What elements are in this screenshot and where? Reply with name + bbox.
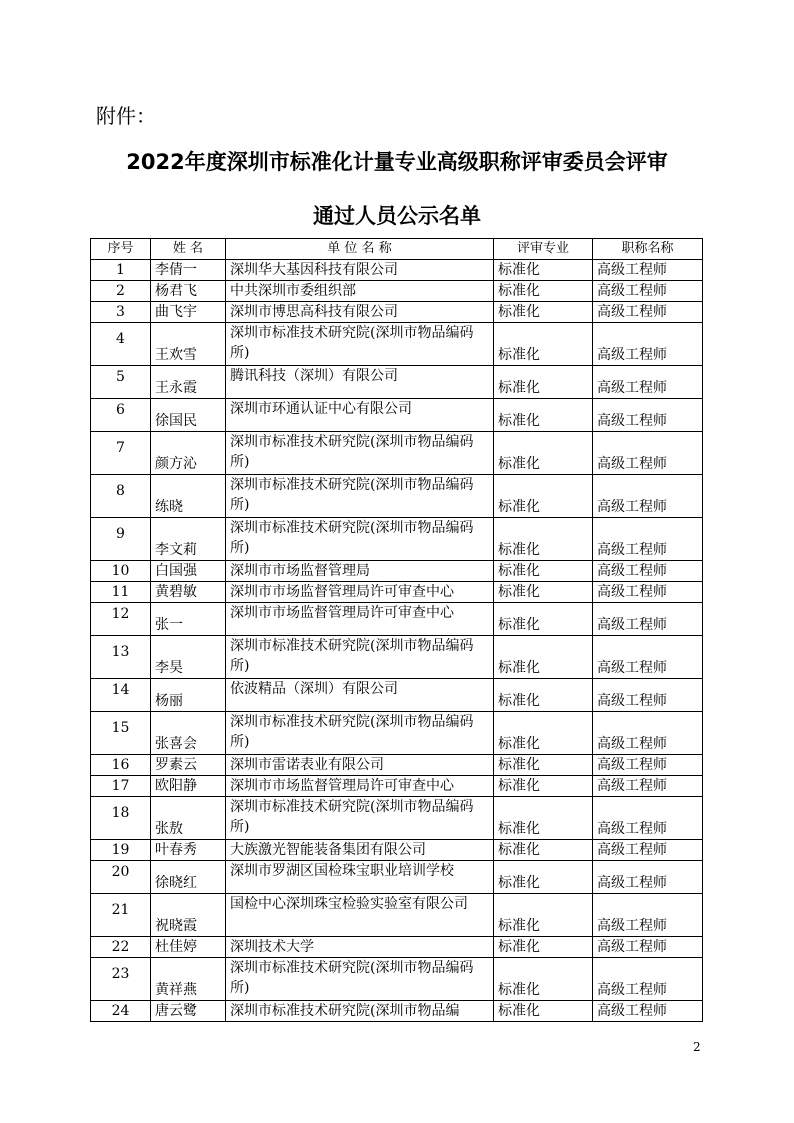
row-title: 高级工程师	[593, 861, 703, 894]
row-title: 高级工程师	[593, 894, 703, 937]
row-unit: 深圳市市场监督管理局许可审查中心	[226, 776, 494, 797]
row-number: 19	[91, 840, 151, 861]
row-name: 王永霞	[151, 366, 226, 399]
row-major: 标准化	[494, 776, 593, 797]
row-major: 标准化	[494, 323, 593, 366]
table-row	[91, 636, 703, 679]
table-row	[91, 561, 703, 582]
table-row	[91, 323, 703, 366]
table-row	[91, 518, 703, 561]
row-number	[91, 894, 151, 937]
row-number	[91, 958, 151, 1001]
row-name: 张一	[151, 603, 226, 636]
row-major: 标准化	[494, 958, 593, 1001]
row-major: 标准化	[494, 302, 593, 323]
row-title: 高级工程师	[593, 366, 703, 399]
row-unit: 中共深圳市委组织部	[226, 281, 494, 302]
row-title: 高级工程师	[593, 281, 703, 302]
table-row	[91, 1001, 703, 1022]
row-name: 王欢雪	[151, 323, 226, 366]
row-major: 标准化	[494, 518, 593, 561]
row-title: 高级工程师	[593, 399, 703, 432]
document-subtitle: 通过人员公示名单	[313, 204, 481, 228]
row-title: 高级工程师	[593, 636, 703, 679]
table-row	[91, 679, 703, 712]
row-name: 欧阳静	[151, 776, 226, 797]
table-row	[91, 755, 703, 776]
row-number-text: 8	[116, 483, 125, 499]
row-title: 高级工程师	[593, 561, 703, 582]
row-number	[91, 679, 151, 712]
row-title: 高级工程师	[593, 323, 703, 366]
table-row	[91, 894, 703, 937]
row-number	[91, 797, 151, 840]
row-number	[91, 475, 151, 518]
row-name: 曲飞宇	[151, 302, 226, 323]
row-major: 标准化	[494, 937, 593, 958]
row-name: 唐云鹭	[151, 1001, 226, 1022]
row-major: 标准化	[494, 636, 593, 679]
row-number-text: 12	[111, 606, 130, 622]
row-title: 高级工程师	[593, 958, 703, 1001]
row-unit: 深圳市标准技术研究院(深圳市物品编码所)	[226, 432, 494, 475]
row-unit: 深圳市罗湖区国检珠宝职业培训学校	[226, 861, 494, 894]
row-number: 16	[91, 755, 151, 776]
row-number: 1	[91, 260, 151, 281]
row-number: 24	[91, 1001, 151, 1022]
header-unit: 单 位 名 称	[226, 239, 494, 260]
table-row	[91, 281, 703, 302]
row-number	[91, 712, 151, 755]
table-row	[91, 432, 703, 475]
row-number-text: 18	[111, 805, 130, 821]
row-unit: 深圳市标准技术研究院(深圳市物品编码所)	[226, 323, 494, 366]
row-title: 高级工程师	[593, 1001, 703, 1022]
row-title: 高级工程师	[593, 260, 703, 281]
row-number-text: 21	[111, 902, 130, 918]
row-number	[91, 366, 151, 399]
row-unit: 深圳市市场监督管理局许可审查中心	[226, 603, 494, 636]
row-number	[91, 603, 151, 636]
row-title: 高级工程师	[593, 755, 703, 776]
row-name: 颜方沁	[151, 432, 226, 475]
row-title: 高级工程师	[593, 302, 703, 323]
row-major: 标准化	[494, 712, 593, 755]
table-row	[91, 582, 703, 603]
table-row	[91, 840, 703, 861]
row-title: 高级工程师	[593, 679, 703, 712]
table-row	[91, 776, 703, 797]
row-number-text: 6	[116, 402, 125, 418]
row-title: 高级工程师	[593, 432, 703, 475]
row-unit: 深圳市市场监督管理局许可审查中心	[226, 582, 494, 603]
row-major: 标准化	[494, 840, 593, 861]
row-number	[91, 518, 151, 561]
row-major: 标准化	[494, 432, 593, 475]
table-header-row	[91, 239, 703, 260]
row-title: 高级工程师	[593, 776, 703, 797]
row-name: 徐国民	[151, 399, 226, 432]
row-title: 高级工程师	[593, 582, 703, 603]
row-title: 高级工程师	[593, 518, 703, 561]
table-row	[91, 958, 703, 1001]
row-unit: 深圳市标准技术研究院(深圳市物品编码所)	[226, 797, 494, 840]
row-name: 李昊	[151, 636, 226, 679]
header-name: 姓 名	[151, 239, 226, 260]
row-unit: 腾讯科技（深圳）有限公司	[226, 366, 494, 399]
row-unit: 深圳市标准技术研究院(深圳市物品编码所)	[226, 518, 494, 561]
row-unit: 大族激光智能装备集团有限公司	[226, 840, 494, 861]
row-title: 高级工程师	[593, 603, 703, 636]
header-title: 职称名称	[593, 239, 703, 260]
row-major: 标准化	[494, 260, 593, 281]
row-major: 标准化	[494, 561, 593, 582]
row-number-text: 14	[111, 682, 130, 698]
row-unit: 深圳市标准技术研究院(深圳市物品编码所)	[226, 712, 494, 755]
row-number: 11	[91, 582, 151, 603]
row-major: 标准化	[494, 475, 593, 518]
row-name: 张喜会	[151, 712, 226, 755]
table-row	[91, 475, 703, 518]
row-major: 标准化	[494, 582, 593, 603]
row-name: 徐晓红	[151, 861, 226, 894]
row-number-text: 23	[111, 966, 130, 982]
row-name: 李倩一	[151, 260, 226, 281]
row-number-text: 20	[111, 864, 130, 880]
row-title: 高级工程师	[593, 840, 703, 861]
row-number: 3	[91, 302, 151, 323]
row-number: 2	[91, 281, 151, 302]
table-row	[91, 861, 703, 894]
row-number-text: 5	[116, 369, 125, 385]
page-number: 2	[693, 1040, 701, 1054]
header-number: 序号	[91, 239, 151, 260]
row-major: 标准化	[494, 861, 593, 894]
header-major: 评审专业	[494, 239, 593, 260]
row-number	[91, 432, 151, 475]
row-number: 10	[91, 561, 151, 582]
row-major: 标准化	[494, 603, 593, 636]
row-unit: 深圳华大基因科技有限公司	[226, 260, 494, 281]
table-body	[91, 260, 703, 1022]
row-unit: 深圳市博思高科技有限公司	[226, 302, 494, 323]
row-major: 标准化	[494, 399, 593, 432]
row-number	[91, 861, 151, 894]
row-name: 张敖	[151, 797, 226, 840]
table-row	[91, 399, 703, 432]
row-number	[91, 399, 151, 432]
row-number-text: 9	[116, 526, 125, 542]
row-unit: 深圳市市场监督管理局	[226, 561, 494, 582]
row-number	[91, 323, 151, 366]
row-major: 标准化	[494, 281, 593, 302]
row-name: 黄祥燕	[151, 958, 226, 1001]
table-row	[91, 797, 703, 840]
row-major: 标准化	[494, 797, 593, 840]
table-row	[91, 712, 703, 755]
row-number	[91, 636, 151, 679]
row-name: 黄碧敏	[151, 582, 226, 603]
row-unit: 国检中心深圳珠宝检验实验室有限公司	[226, 894, 494, 937]
row-major: 标准化	[494, 1001, 593, 1022]
row-major: 标准化	[494, 679, 593, 712]
row-title: 高级工程师	[593, 797, 703, 840]
row-name: 祝晓霞	[151, 894, 226, 937]
row-major: 标准化	[494, 366, 593, 399]
row-unit: 深圳市标准技术研究院(深圳市物品编码所)	[226, 475, 494, 518]
table-row	[91, 302, 703, 323]
table-row	[91, 366, 703, 399]
row-number-text: 4	[116, 331, 125, 347]
row-name: 杨君飞	[151, 281, 226, 302]
roster-table	[90, 238, 703, 1022]
row-name: 杜佳婷	[151, 937, 226, 958]
row-unit: 深圳市雷诺表业有限公司	[226, 755, 494, 776]
row-name: 罗素云	[151, 755, 226, 776]
row-title: 高级工程师	[593, 475, 703, 518]
row-number-text: 7	[116, 440, 125, 456]
row-unit: 深圳技术大学	[226, 937, 494, 958]
row-major: 标准化	[494, 755, 593, 776]
row-unit: 深圳市标准技术研究院(深圳市物品编	[226, 1001, 494, 1022]
row-name: 李文莉	[151, 518, 226, 561]
row-unit: 深圳市环通认证中心有限公司	[226, 399, 494, 432]
row-title: 高级工程师	[593, 937, 703, 958]
row-unit: 依波精品（深圳）有限公司	[226, 679, 494, 712]
row-major: 标准化	[494, 894, 593, 937]
row-name: 杨丽	[151, 679, 226, 712]
row-unit: 深圳市标准技术研究院(深圳市物品编码所)	[226, 958, 494, 1001]
document-title: 2022年度深圳市标准化计量专业高级职称评审委员会评审	[126, 150, 668, 174]
table-row	[91, 603, 703, 636]
row-name: 白国强	[151, 561, 226, 582]
row-title: 高级工程师	[593, 712, 703, 755]
attachment-label: 附件：	[96, 104, 156, 128]
table-row	[91, 260, 703, 281]
table-row	[91, 937, 703, 958]
row-unit: 深圳市标准技术研究院(深圳市物品编码所)	[226, 636, 494, 679]
row-name: 练晓	[151, 475, 226, 518]
row-number-text: 13	[111, 644, 130, 660]
row-number: 22	[91, 937, 151, 958]
row-number-text: 15	[111, 720, 130, 736]
row-number: 17	[91, 776, 151, 797]
row-name: 叶春秀	[151, 840, 226, 861]
